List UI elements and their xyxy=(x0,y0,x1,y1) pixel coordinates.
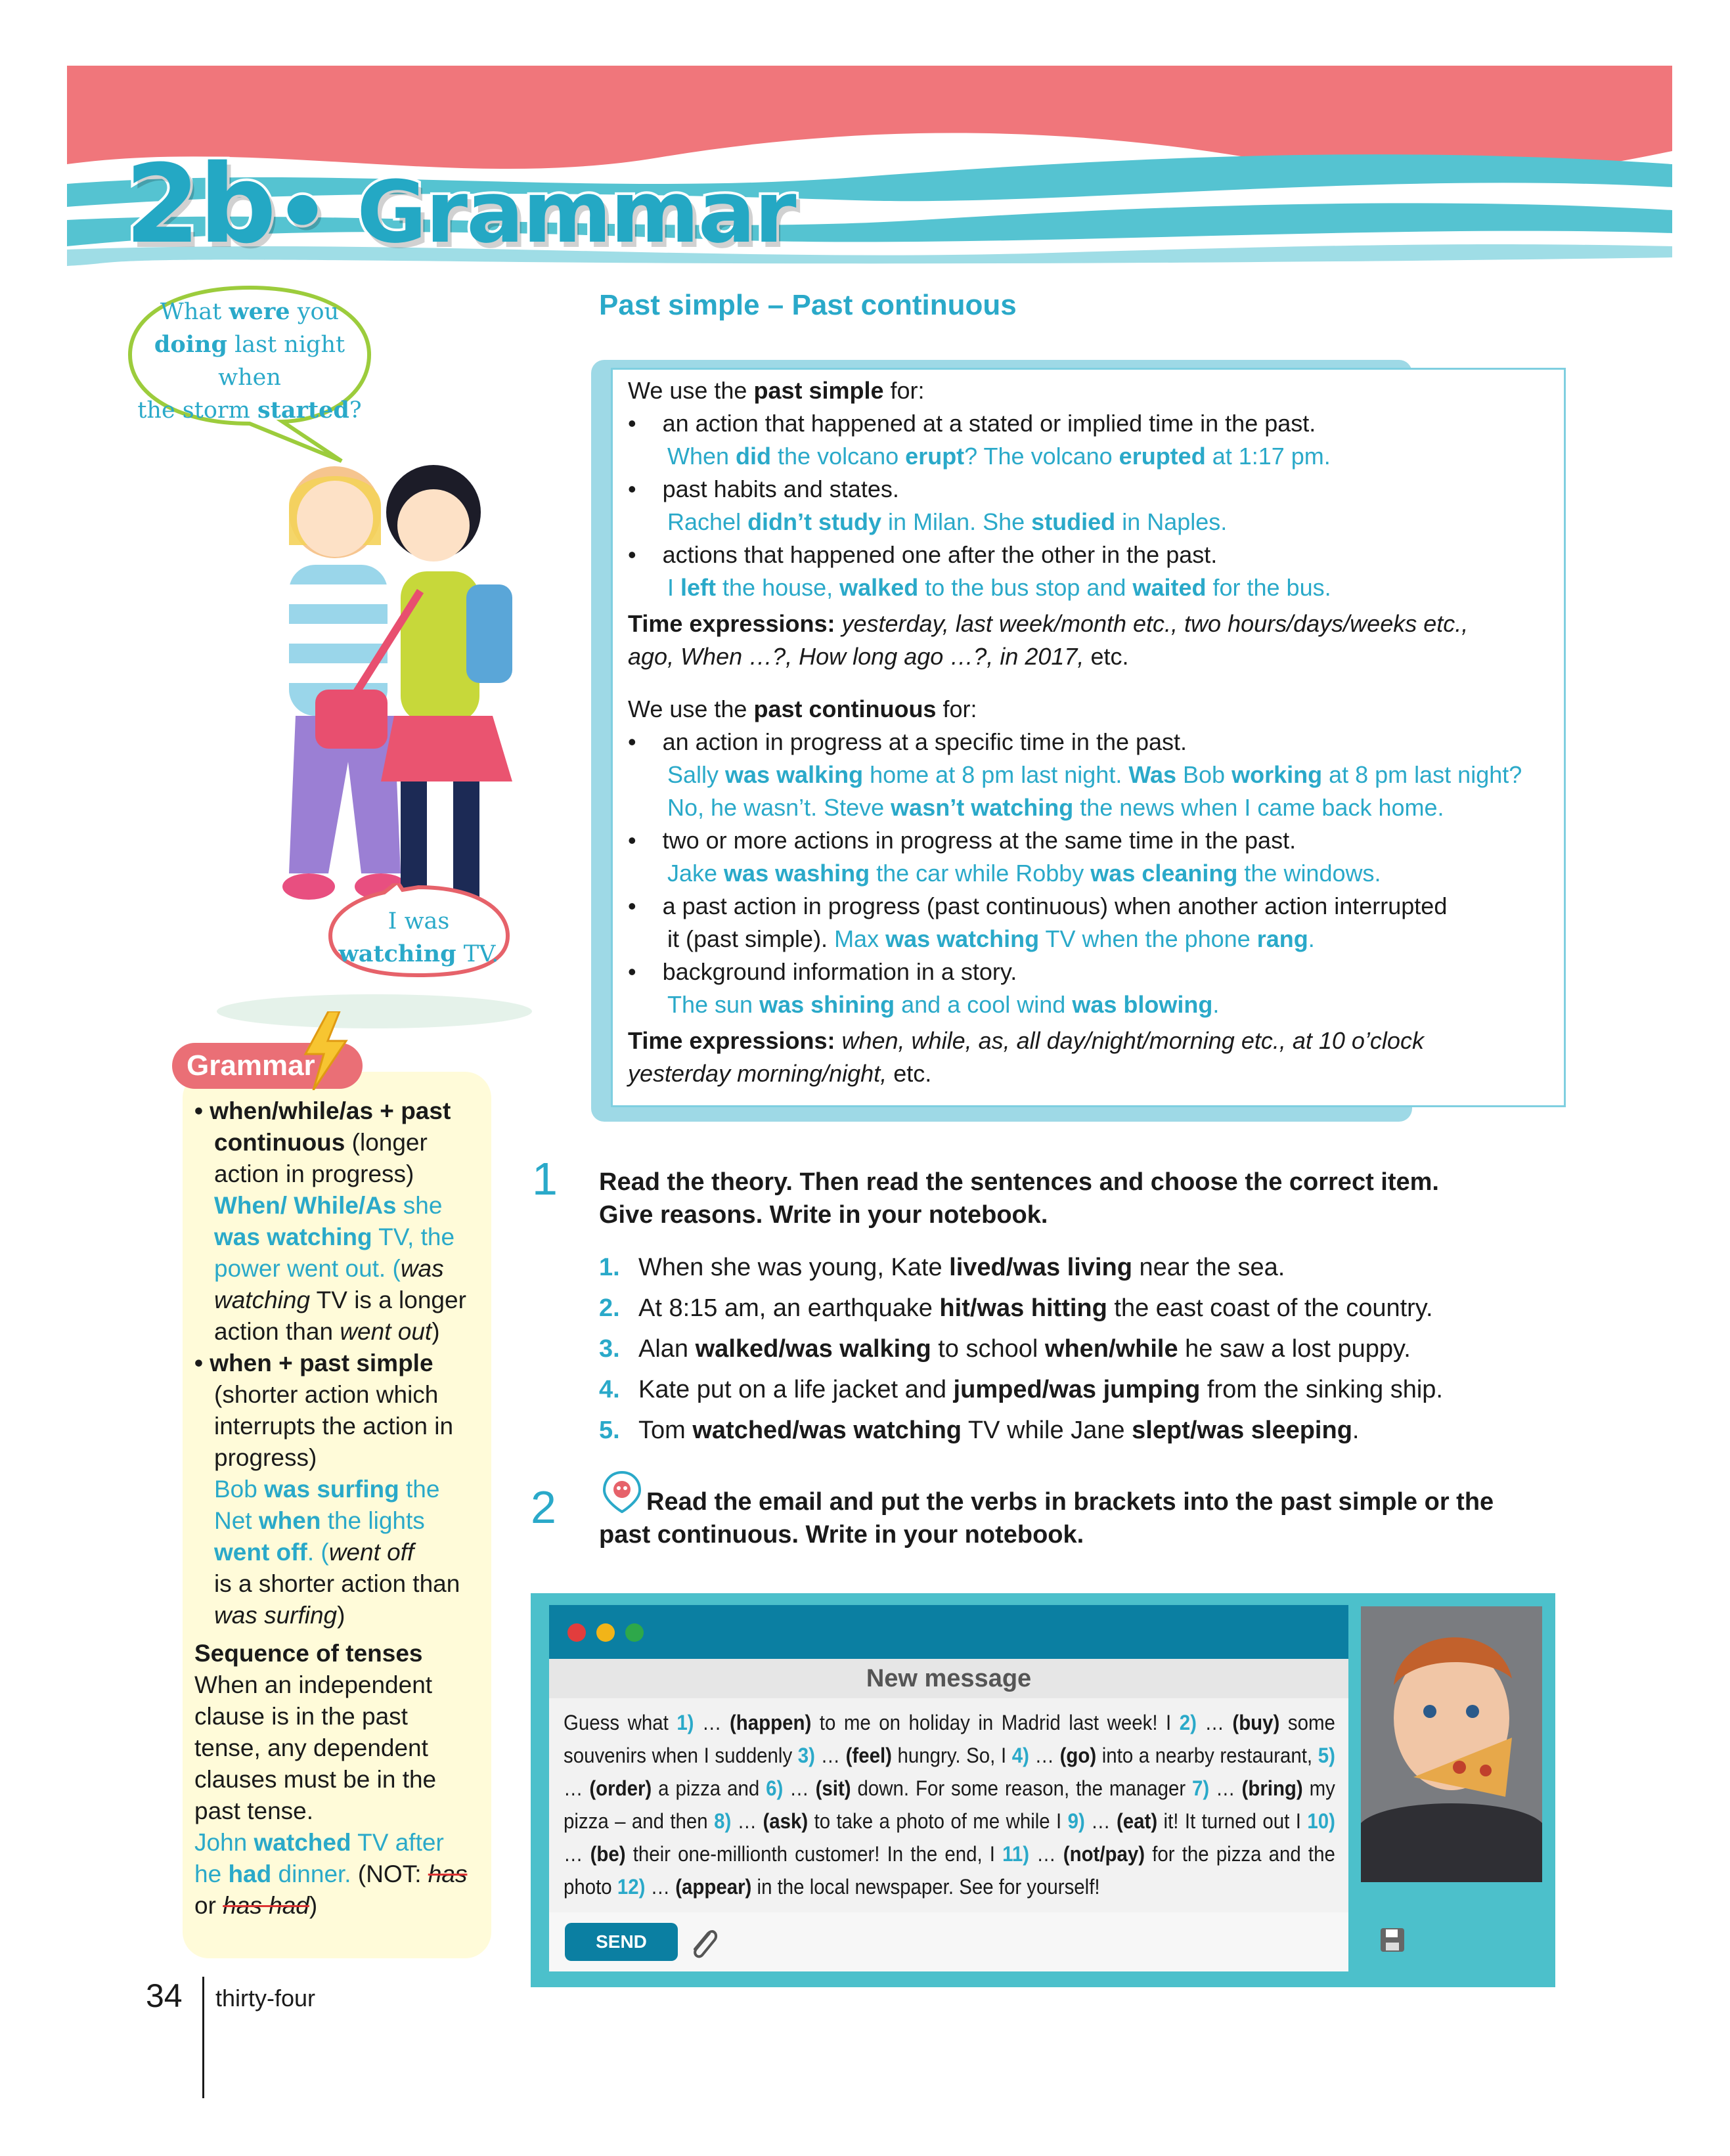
gap-number: 8) xyxy=(714,1809,732,1833)
pc-bullet-3b: it (past simple). Max was watching TV when the phone rang. xyxy=(667,925,1315,952)
email-text: … xyxy=(1084,1809,1117,1833)
window-dots-icon xyxy=(565,1621,657,1644)
pc-example-2 xyxy=(667,857,1381,890)
email-text: … xyxy=(1029,1842,1063,1866)
email-body xyxy=(564,1706,1335,1903)
pc-example-3 xyxy=(834,925,1315,952)
example-text: to the bus stop and xyxy=(918,574,1133,601)
choice-options: watched/was watching xyxy=(692,1417,962,1444)
example-text: No, he wasn’t. Steve xyxy=(667,794,891,821)
gap-number: 2) xyxy=(1179,1711,1197,1734)
exercise-1-item xyxy=(599,1414,1359,1447)
gap-number: 7) xyxy=(1192,1776,1210,1800)
ps-bullet-3: • actions that happened one after the other in the past. xyxy=(628,541,1218,568)
ps-example-3 xyxy=(667,571,1331,604)
example-text: TV when the phone xyxy=(1039,925,1257,952)
example-text: the windows. xyxy=(1237,860,1381,887)
example-text: . xyxy=(1308,925,1315,952)
email-text: … xyxy=(814,1744,846,1767)
example-verb: left xyxy=(680,574,717,601)
gap-number: 4) xyxy=(1011,1744,1029,1767)
pc-time-1: Time expressions: when, while, as, all day/night/morning etc., at 10 o’clock xyxy=(628,1027,1424,1054)
theory-heading: Past simple – Past continuous xyxy=(599,289,1017,321)
item-number: 1. xyxy=(599,1254,620,1281)
speech-bubble-bottom-text: I was watching TV. xyxy=(338,908,499,967)
gap-number: 5) xyxy=(1318,1744,1335,1767)
example-text: Max xyxy=(834,925,886,952)
item-text: TV while Jane xyxy=(962,1417,1132,1444)
ps-time-2: ago, When …?, How long ago …?, in 2017, etc. xyxy=(628,643,1129,670)
verb-prompt: (not/pay) xyxy=(1063,1842,1145,1866)
email-text: … xyxy=(1196,1711,1233,1734)
pc-bullet-1: • an action in progress at a specific time in the past. xyxy=(628,728,1187,755)
boy-eating-pizza-photo xyxy=(1361,1606,1542,1882)
item-text: Tom xyxy=(638,1417,693,1444)
example-verb: waited xyxy=(1132,574,1207,601)
example-text: the news when I came back home. xyxy=(1073,794,1444,821)
example-verb: was walking xyxy=(725,761,864,788)
email-subject: New message xyxy=(549,1659,1348,1698)
email-text: Guess what xyxy=(564,1711,677,1734)
gap-number: 3) xyxy=(797,1744,815,1767)
pc-example-1b xyxy=(667,791,1444,824)
example-text: the volcano xyxy=(771,443,906,470)
exercise-1-item xyxy=(599,1292,1433,1325)
verb-prompt: (ask) xyxy=(763,1809,809,1833)
pc-bullet-4: • background information in a story. xyxy=(628,958,1017,985)
example-verb: erupted xyxy=(1119,443,1206,470)
example-text: the car while Robby xyxy=(870,860,1091,887)
example-text: the house, xyxy=(716,574,840,601)
pc-bullet-2: • two or more actions in progress at the same time in the past. xyxy=(628,827,1297,854)
choice-options: lived/was living xyxy=(949,1254,1132,1281)
ps-bullet-1: • an action that happened at a stated or implied time in the past. xyxy=(628,410,1316,437)
verb-prompt: (happen) xyxy=(729,1711,812,1734)
email-text: … xyxy=(645,1875,676,1899)
example-verb: was shining xyxy=(759,991,895,1018)
item-text: the east coast of the country. xyxy=(1107,1294,1433,1322)
example-verb: walked xyxy=(839,574,919,601)
item-text: At 8:15 am, an earthquake xyxy=(638,1294,940,1322)
verb-prompt: (eat) xyxy=(1117,1809,1158,1833)
example-verb: was cleaning xyxy=(1090,860,1238,887)
item-text: to school xyxy=(931,1335,1045,1363)
choice-options: walked/was walking xyxy=(695,1335,931,1363)
choice-options: hit/was hitting xyxy=(939,1294,1107,1322)
gap-number: 9) xyxy=(1067,1809,1085,1833)
example-verb: studied xyxy=(1031,508,1116,535)
example-text: Bob xyxy=(1176,761,1232,788)
example-text: Sally xyxy=(667,761,726,788)
pc-bullet-3: • a past action in progress (past continuous) when another action interrupted xyxy=(628,892,1448,919)
item-number: 5. xyxy=(599,1417,620,1444)
example-text: When xyxy=(667,443,736,470)
item-number: 3. xyxy=(599,1335,620,1363)
title-dot: • xyxy=(275,162,329,262)
item-text: . xyxy=(1352,1417,1360,1444)
verb-prompt: (go) xyxy=(1059,1744,1097,1767)
email-text: a pizza and xyxy=(652,1776,766,1800)
verb-prompt: (bring) xyxy=(1241,1776,1303,1800)
email-text: it! It turned out I xyxy=(1157,1809,1308,1833)
email-text: in the local newspaper. See for yourself! xyxy=(751,1875,1100,1899)
pc-intro: We use the past continuous for: xyxy=(628,695,977,722)
page-number-words: thirty-four xyxy=(215,1985,316,2012)
example-text: in Milan. She xyxy=(881,508,1032,535)
verb-prompt: (buy) xyxy=(1232,1711,1280,1734)
item-text: from the sinking ship. xyxy=(1200,1376,1443,1403)
gap-number: 10) xyxy=(1307,1809,1335,1833)
speech-bubble-top-text: What were you doing last night when the storm started? xyxy=(137,298,362,424)
page-title xyxy=(125,141,795,267)
exercise-1-instruction: Read the theory. Then read the sentences and choose the correct item. Give reasons. Write in your notebook. xyxy=(599,1168,1439,1229)
save-icon[interactable] xyxy=(1379,1927,1406,1953)
email-text: … xyxy=(564,1776,590,1800)
example-verb: didn’t study xyxy=(747,508,882,535)
exercise-2-instruction: Read the email and put the verbs in brackets into the past simple or the past continuous. Write in your notebook. xyxy=(599,1488,1494,1549)
example-text: home at 8 pm last night. xyxy=(863,761,1129,788)
unit-number: 2b xyxy=(125,141,275,267)
verb-prompt: (order) xyxy=(589,1776,652,1800)
page-number: 34 xyxy=(146,1977,183,2014)
example-text: and a cool wind xyxy=(895,991,1073,1018)
email-text: … xyxy=(1209,1776,1242,1800)
example-verb: wasn’t watching xyxy=(891,794,1074,821)
example-text: ? The volcano xyxy=(964,443,1119,470)
verb-prompt: (appear) xyxy=(675,1875,752,1899)
exercise-1-number: 1 xyxy=(532,1153,558,1204)
example-text: Jake xyxy=(667,860,724,887)
ps-intro: We use the past simple for: xyxy=(628,377,925,404)
email-title-bar xyxy=(549,1605,1348,1659)
example-verb: rang xyxy=(1256,925,1308,952)
ps-example-1 xyxy=(667,440,1331,473)
footer-divider xyxy=(202,1977,204,2098)
pc-time-2: yesterday morning/night, etc. xyxy=(628,1060,932,1087)
example-text: The sun xyxy=(667,991,760,1018)
exercise-1-item xyxy=(599,1332,1411,1365)
email-text: into a nearby restaurant, xyxy=(1096,1744,1318,1767)
exercise-2-number: 2 xyxy=(531,1482,556,1533)
example-verb: did xyxy=(736,443,772,470)
attachment-icon[interactable] xyxy=(687,1924,720,1961)
gap-number: 11) xyxy=(1002,1842,1030,1866)
choice-options: when/while xyxy=(1044,1335,1178,1363)
ps-example-2 xyxy=(667,506,1227,539)
example-text: Rachel xyxy=(667,508,748,535)
verb-prompt: (sit) xyxy=(815,1776,851,1800)
example-text: in Naples. xyxy=(1115,508,1228,535)
example-verb: working xyxy=(1231,761,1323,788)
item-text: Kate put on a life jacket and xyxy=(638,1376,954,1403)
exercise-1-item xyxy=(599,1251,1285,1284)
gap-number: 6) xyxy=(766,1776,784,1800)
send-button[interactable]: SEND xyxy=(565,1923,678,1961)
ps-bullet-2: • past habits and states. xyxy=(628,475,899,502)
item-text: When she was young, Kate xyxy=(638,1254,950,1281)
email-text: … xyxy=(694,1711,730,1734)
verb-prompt: (be) xyxy=(590,1842,626,1866)
email-text: some souvenirs when I suddenly xyxy=(564,1711,1335,1767)
email-text: my pizza – and then xyxy=(564,1776,1335,1833)
example-verb: was blowing xyxy=(1072,991,1213,1018)
choice-options: jumped/was jumping xyxy=(953,1376,1201,1403)
example-text: for the bus. xyxy=(1206,574,1331,601)
example-verb: erupt xyxy=(905,443,965,470)
lightning-icon xyxy=(299,1011,351,1090)
item-text: he saw a lost puppy. xyxy=(1178,1335,1411,1363)
example-text: . xyxy=(1212,991,1220,1018)
title-word: Grammar xyxy=(357,162,795,262)
verb-prompt: (feel) xyxy=(845,1744,892,1767)
example-verb: Was xyxy=(1128,761,1177,788)
gap-number: 12) xyxy=(617,1875,646,1899)
example-text: at 8 pm last night? xyxy=(1322,761,1522,788)
email-text: their one-millionth customer! In the end, I xyxy=(625,1842,1003,1866)
side-content: • when/while/as + past continuous (longer action in progress) When/ While/As she was watching TV, the power went out. (was watching TV is a longer action than went out) • when + past simple (shorter action which interrupts the action in progress) Bob was surfing the Net when the lights went off. (went off is a shorter action than was surfing) Sequence of tenses When an independent clause is in the past tense, any dependent clauses must be in the past tense. John watched TV after he had dinner. (NOT: has or has had) xyxy=(194,1097,468,1919)
email-text: … xyxy=(564,1842,590,1866)
email-text: to take a photo of me while I xyxy=(808,1809,1068,1833)
example-verb: was watching xyxy=(885,925,1040,952)
email-text: … xyxy=(783,1776,816,1800)
item-number: 2. xyxy=(599,1294,620,1322)
example-text: I xyxy=(667,574,681,601)
ps-time-1: Time expressions: yesterday, last week/month etc., two hours/days/weeks etc., xyxy=(628,610,1469,637)
pc-example-4 xyxy=(667,988,1219,1021)
gap-number: 1) xyxy=(676,1711,694,1734)
item-text: near the sea. xyxy=(1132,1254,1285,1281)
item-text: Alan xyxy=(638,1335,696,1363)
example-text: at 1:17 pm. xyxy=(1205,443,1331,470)
email-text: for the pizza and the photo xyxy=(564,1842,1335,1899)
grammar-side-label: Grammar xyxy=(172,1043,363,1089)
email-text: to me on holiday in Madrid last week! I xyxy=(811,1711,1180,1734)
exercise-1-item xyxy=(599,1373,1443,1406)
email-text: … xyxy=(1029,1744,1060,1767)
item-number: 4. xyxy=(599,1376,620,1403)
pc-example-1a xyxy=(667,759,1522,791)
email-text: … xyxy=(731,1809,763,1833)
email-text: hungry. So, I xyxy=(891,1744,1012,1767)
choice-options: slept/was sleeping xyxy=(1132,1417,1352,1444)
example-verb: was washing xyxy=(724,860,870,887)
email-text: down. For some reason, the manager xyxy=(851,1776,1193,1800)
